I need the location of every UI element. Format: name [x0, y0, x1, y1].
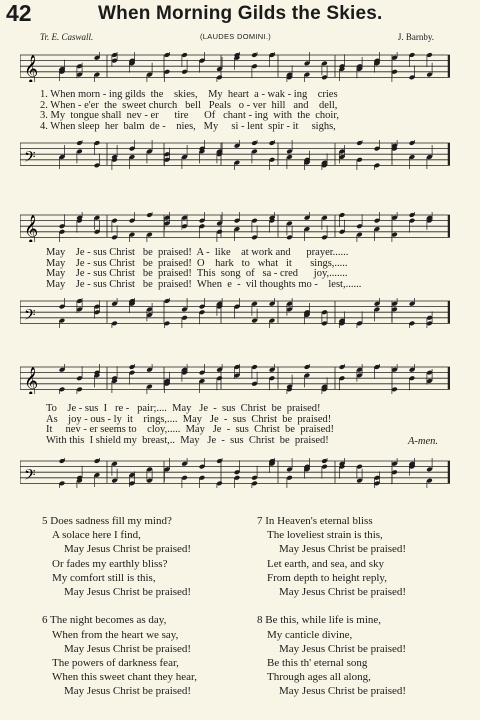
verse-line: May Jesus Christ be praised!: [279, 543, 407, 556]
verse-line: Or fades my earthly bliss?: [52, 557, 168, 570]
treble-clef-icon: 𝄞: [24, 366, 39, 394]
lyric-line: It nev - er seems to cloy,..... May Je - sus Christ be praised!: [46, 424, 335, 436]
staff-lines: [20, 212, 450, 242]
verse-line: When this sweet chant they hear,: [52, 671, 197, 684]
lyric-line: May Je - sus Christ be praised! A - like at work and prayer......: [46, 247, 349, 258]
staff-s1-bass: [20, 140, 450, 168]
verse-line: From depth to height reply,: [267, 571, 387, 584]
treble-clef-icon: 𝄞: [24, 54, 39, 82]
lyric-line: May Je - sus Christ be praised! When e - vil thoughts mo - lest,......: [46, 278, 362, 290]
verse-line: 5 Does sadness fill my mind?: [42, 515, 172, 527]
verse-line: The powers of darkness fear,: [52, 656, 179, 669]
staff-s3-bass: [20, 458, 450, 486]
staff-lines: [20, 298, 450, 328]
bass-clef-icon: 𝄢: [24, 148, 36, 170]
bass-clef-icon: 𝄢: [24, 466, 36, 488]
staff-s2-treble: [20, 212, 450, 240]
verse-line: 8 Be this, while life is mine,: [257, 614, 382, 627]
hymn-title: When Morning Gilds the Skies.: [98, 3, 383, 24]
amen-text: A-men.: [408, 436, 439, 447]
verse-line: Be this th' eternal song: [267, 656, 368, 669]
staff-s1-treble: [20, 52, 450, 80]
bass-clef-icon: 𝄢: [24, 306, 36, 328]
hymn-number: 42: [6, 0, 32, 26]
verse-line: 7 In Heaven's eternal bliss: [257, 515, 373, 527]
verse-line: [257, 599, 467, 613]
lyric-line: As joy - ous - ly it rings,.... May Je - sus Christ be praised!: [46, 413, 332, 425]
verse-line: May Jesus Christ be praised!: [64, 585, 192, 598]
tune-name: (LAUDES DOMINI.): [200, 32, 272, 41]
verse-line: A solace here I find,: [52, 529, 141, 542]
verse-line: May Jesus Christ be praised!: [64, 642, 192, 655]
verse-line: May Jesus Christ be praised!: [64, 543, 192, 556]
verse-line: [42, 599, 252, 613]
verse-line: When from the heart we say,: [52, 628, 179, 641]
lyric-line: May Je - sus Christ be praised! This song of sa - cred joy,.......: [46, 268, 348, 280]
verse-line: May Jesus Christ be praised!: [64, 685, 192, 698]
verse-line: May Jesus Christ be praised!: [279, 642, 407, 655]
verse-line: 6 The night becomes as day,: [42, 614, 167, 627]
verses-left-column: [42, 514, 252, 698]
lyric-line: May Je - sus Christ be praised! O hark to what it sings,.....: [46, 257, 348, 269]
verse-line: My canticle divine,: [267, 628, 353, 641]
staff-lines: [20, 140, 450, 170]
credits-line: [0, 32, 480, 46]
verse-line: May Jesus Christ be praised!: [279, 685, 407, 698]
staff-lines: [20, 52, 450, 82]
staff-s3-treble: [20, 364, 450, 392]
verse-line: May Jesus Christ be praised!: [279, 585, 407, 598]
staff-s2-bass: [20, 298, 450, 326]
lyrics-system-1: [40, 90, 339, 132]
verse-line: Let earth, and sea, and sky: [267, 557, 384, 570]
lyrics-system-2: [46, 248, 361, 290]
verse-line: Through ages all along,: [267, 671, 371, 684]
treble-clef-icon: 𝄞: [24, 214, 39, 242]
lyrics-system-3: [46, 404, 334, 446]
hymn-header: [0, 0, 480, 30]
staff-lines: [20, 458, 450, 488]
lyric-line: With this I shield my breast,.. May Je - sus Christ be praised!: [46, 434, 329, 446]
lyric-line: 4. When sleep her balm de - nies, My si - lent spir - it sighs,: [40, 120, 336, 132]
lyric-line: 2. When - e'er the sweet church bell Peals o - ver hill and dell,: [40, 99, 338, 111]
lyric-line: To Je - sus I re - pair;.... May Je - sus Christ be praised!: [46, 403, 321, 414]
verse-line: My comfort still is this,: [52, 571, 156, 584]
translator-credit: Tr. E. Caswall.: [40, 32, 94, 42]
lyric-line: 3. My tongue shall nev - er tire Of chant - ing with the choir,: [40, 110, 340, 122]
staff-lines: [20, 364, 450, 394]
lyric-line: 1. When morn - ing gilds the skies, My heart a - wak - ing cries: [40, 89, 338, 100]
verse-line: The loveliest strain is this,: [267, 529, 383, 542]
composer-credit: J. Barnby.: [397, 32, 434, 42]
verses-right-column: [257, 514, 467, 698]
